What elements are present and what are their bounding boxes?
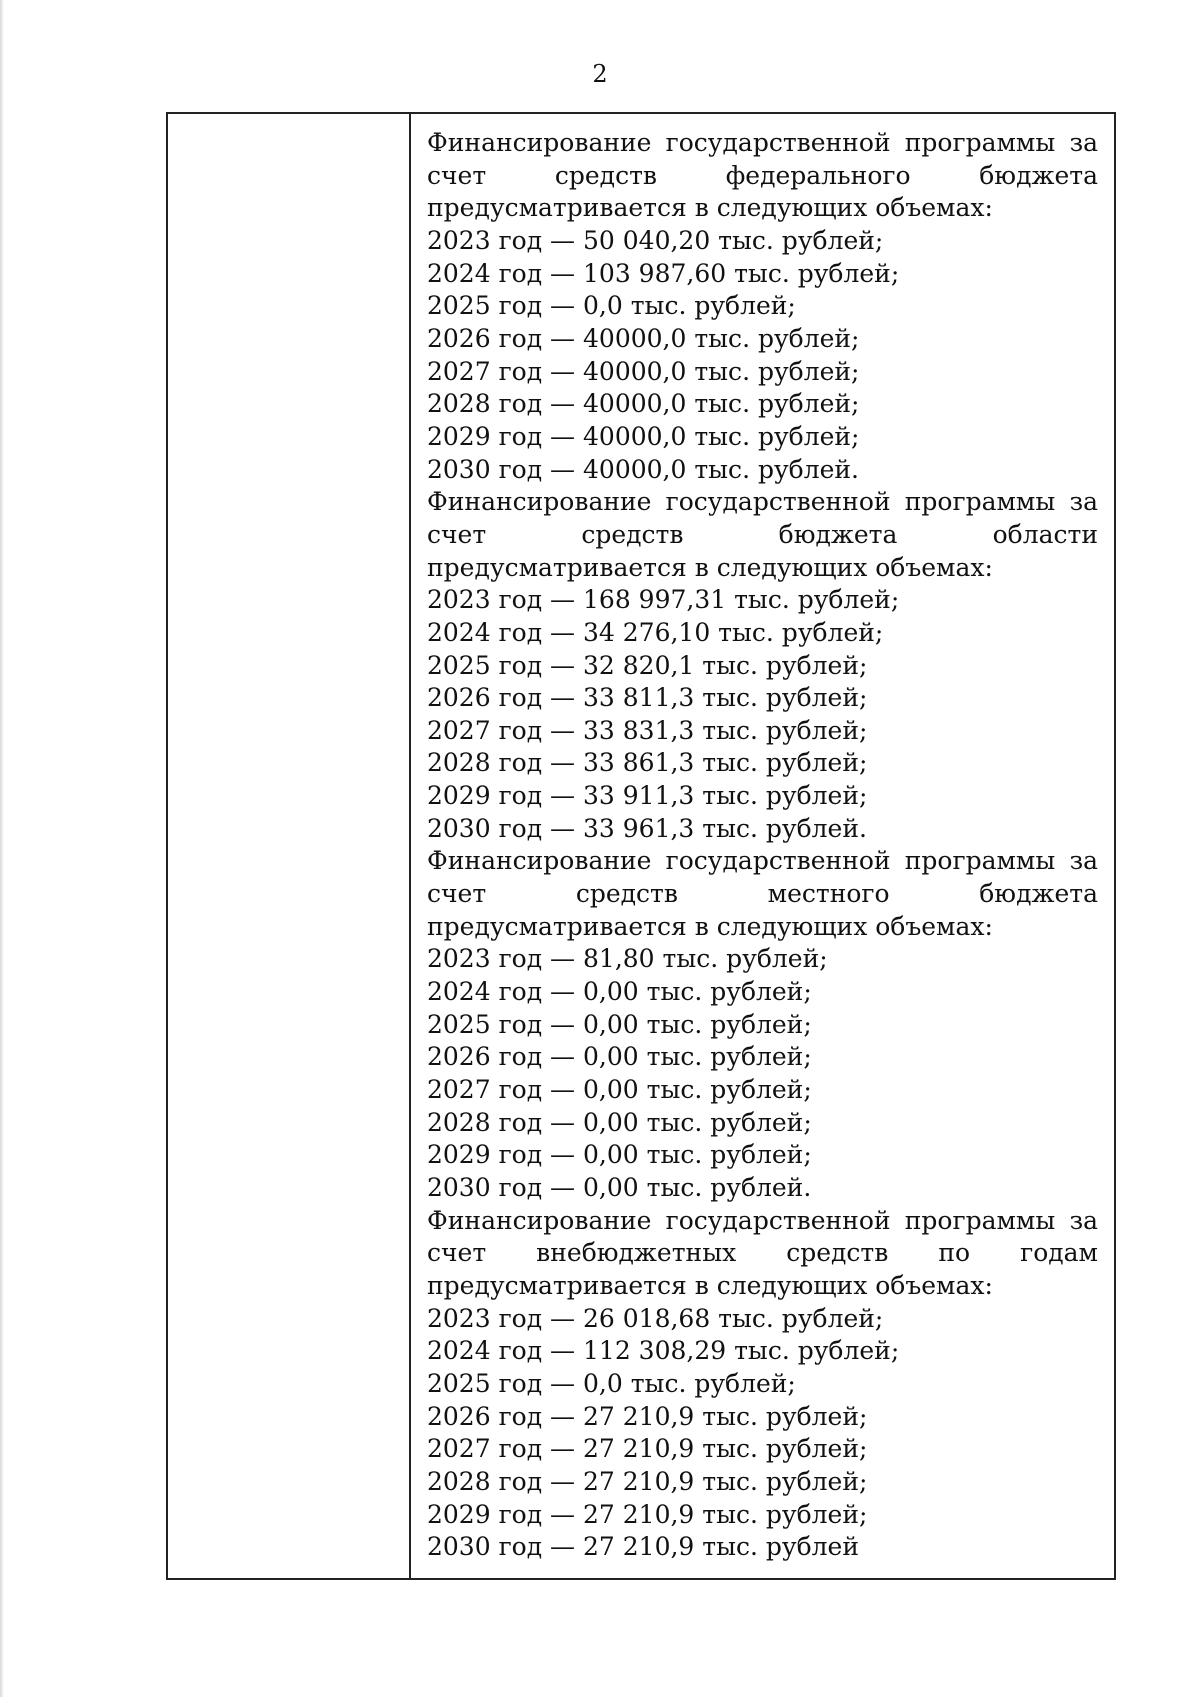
year-line: 2030 год — 27 210,9 тыс. рублей (427, 1532, 860, 1562)
year-line: 2024 год — 112 308,29 тыс. рублей; (427, 1336, 900, 1366)
year-line: 2027 год — 27 210,9 тыс. рублей; (427, 1434, 868, 1464)
section-intro: Финансирование государственной программы за счет внебюджетных средств по годам предусматривается в следующих объемах: (427, 1205, 1098, 1300)
year-line: 2025 год — 32 820,1 тыс. рублей; (427, 650, 868, 680)
year-line: 2027 год — 33 831,3 тыс. рублей; (427, 715, 868, 745)
section-intro: Финансирование государственной программы за счет средств федерального бюджета предусматривается в следующих объемах: (427, 128, 1098, 223)
year-line: 2028 год — 33 861,3 тыс. рублей; (427, 748, 868, 778)
year-line: 2024 год — 103 987,60 тыс. рублей; (427, 258, 900, 288)
year-line: 2023 год — 50 040,20 тыс. рублей; (427, 225, 884, 255)
scan-edge-shadow (0, 0, 4, 1697)
year-line: 2030 год — 40000,0 тыс. рублей. (427, 454, 860, 484)
year-line: 2030 год — 0,00 тыс. рублей. (427, 1173, 812, 1202)
year-line: 2023 год — 26 018,68 тыс. рублей; (427, 1303, 884, 1333)
year-line: 2024 год — 0,00 тыс. рублей; (427, 977, 812, 1007)
section-extrabudgetary (427, 1205, 1098, 1564)
page-number: 2 (592, 60, 608, 88)
year-line: 2029 год — 40000,0 тыс. рублей; (427, 421, 860, 451)
table-cell-content (411, 114, 1114, 1578)
section-intro: Финансирование государственной программы за счет средств местного бюджета предусматривается в следующих объемах: (427, 846, 1098, 941)
year-line: 2025 год — 0,00 тыс. рублей; (427, 1009, 812, 1039)
section-local-budget (427, 845, 1098, 1204)
year-line: 2026 год — 0,00 тыс. рублей; (427, 1042, 812, 1072)
year-line: 2029 год — 33 911,3 тыс. рублей; (427, 781, 868, 811)
financing-table (166, 112, 1116, 1580)
year-line: 2029 год — 27 210,9 тыс. рублей; (427, 1499, 868, 1529)
year-line: 2027 год — 40000,0 тыс. рублей; (427, 356, 860, 386)
year-line: 2026 год — 27 210,9 тыс. рублей; (427, 1401, 868, 1431)
year-line: 2023 год — 81,80 тыс. рублей; (427, 944, 828, 974)
year-line: 2027 год — 0,00 тыс. рублей; (427, 1075, 812, 1105)
year-line: 2024 год — 34 276,10 тыс. рублей; (427, 617, 884, 647)
year-line: 2026 год — 33 811,3 тыс. рублей; (427, 683, 868, 713)
year-line: 2029 год — 0,00 тыс. рублей; (427, 1140, 812, 1170)
year-line: 2028 год — 27 210,9 тыс. рублей; (427, 1466, 868, 1496)
year-line: 2028 год — 40000,0 тыс. рублей; (427, 389, 860, 419)
year-line: 2030 год — 33 961,3 тыс. рублей. (427, 813, 867, 843)
year-line: 2025 год — 0,0 тыс. рублей; (427, 1368, 796, 1398)
section-federal-budget (427, 127, 1098, 486)
year-line: 2023 год — 168 997,31 тыс. рублей; (427, 585, 900, 615)
year-line: 2028 год — 0,00 тыс. рублей; (427, 1107, 812, 1137)
year-line: 2026 год — 40000,0 тыс. рублей; (427, 323, 860, 353)
section-regional-budget (427, 486, 1098, 845)
section-intro: Финансирование государственной программы за счет средств бюджета области предусматривается в следующих объемах: (427, 487, 1098, 582)
year-line: 2025 год — 0,0 тыс. рублей; (427, 291, 796, 321)
table-cell-label (168, 114, 411, 1578)
